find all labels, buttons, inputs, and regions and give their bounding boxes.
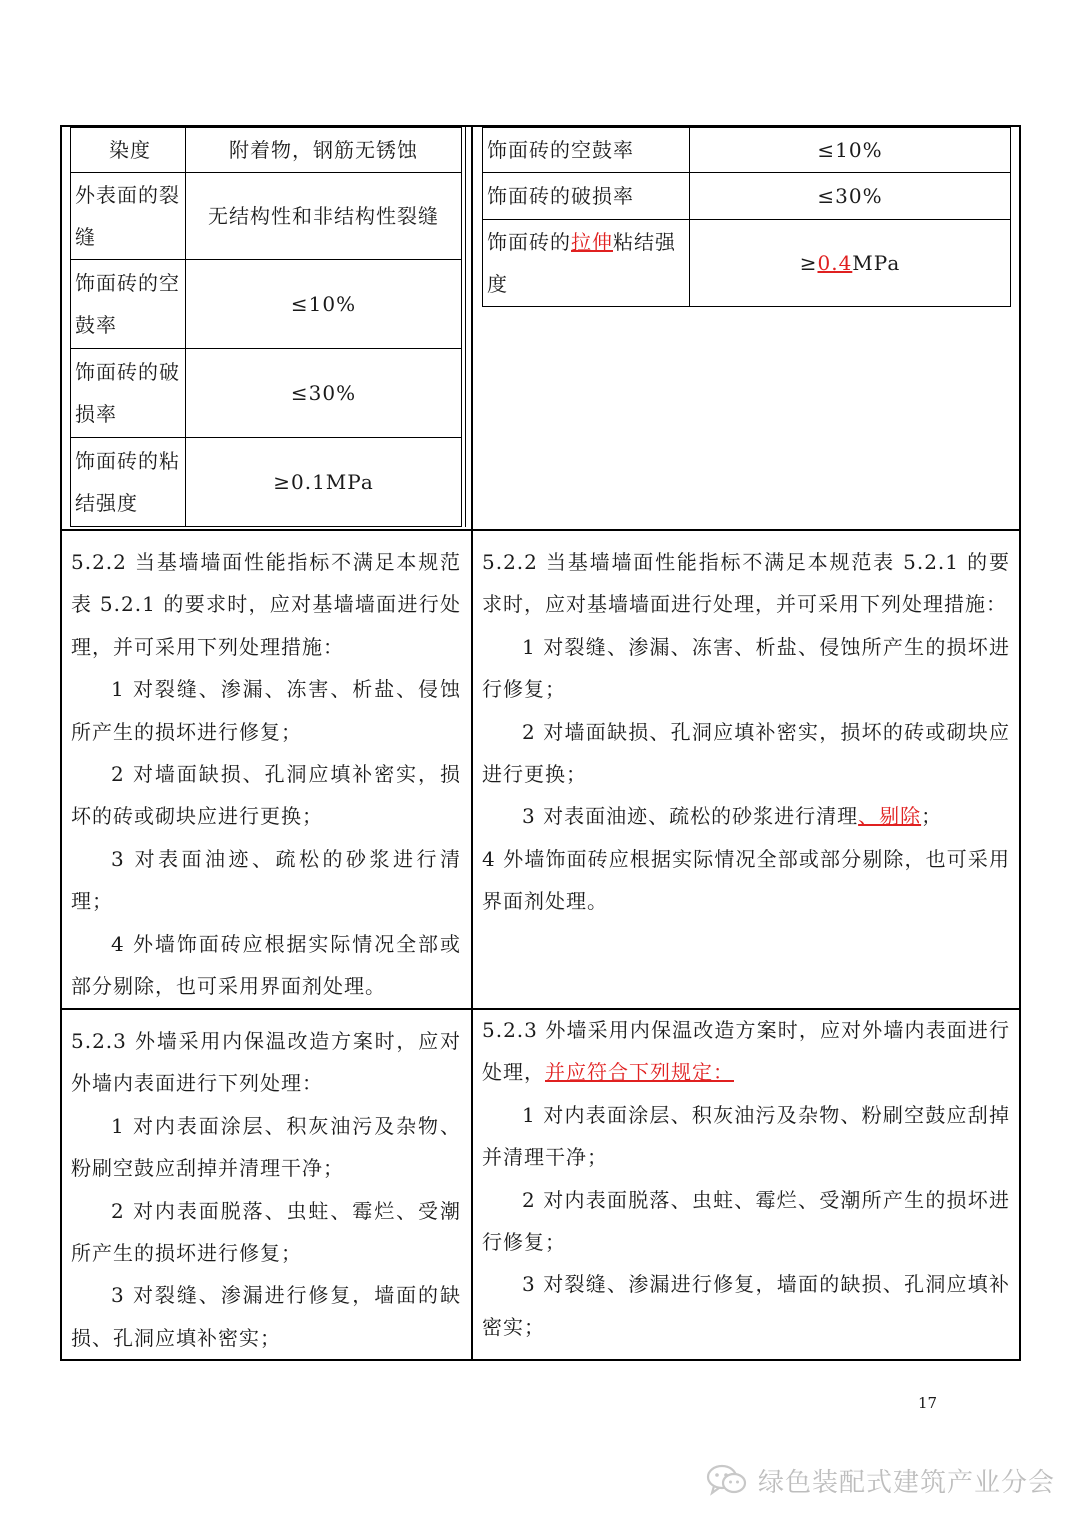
criteria-value: ≤10% — [690, 128, 1011, 173]
item-text: ； — [921, 804, 943, 829]
clause-item: 2 对墙面缺损、孔洞应填补密实，损坏的砖或砌块应进行更换； — [482, 719, 1010, 787]
clause-item: 1 对内表面涂层、积灰油污及杂物、粉刷空鼓应刮掉并清理干净； — [482, 1102, 1010, 1170]
clause-item: 2 对墙面缺损、孔洞应填补密实，损坏的砖或砌块应进行更换； — [71, 762, 461, 829]
intro-text: 5.2.3 外墙采用内保温改造方案时，应对外墙内表面进行处理， — [482, 1018, 1010, 1085]
clause-item: 1 对内表面涂层、积灰油污及杂物、粉刷空鼓应刮掉并清理干净； — [71, 1113, 461, 1181]
right-criteria-table — [482, 127, 1011, 307]
criteria-value: 附着物，钢筋无锈蚀 — [186, 128, 462, 173]
watermark-text: 绿色装配式建筑产业分会 — [758, 1467, 1056, 1498]
label-text: 粘结强度 — [487, 230, 676, 296]
page-number: 17 — [918, 1394, 938, 1412]
clause-523-original — [71, 1020, 461, 1359]
table-row — [483, 220, 1011, 307]
wechat-icon — [706, 1463, 748, 1497]
table-row — [71, 173, 462, 260]
clause-item: 1 对裂缝、渗漏、冻害、析盐、侵蚀所产生的损坏进行修复； — [71, 677, 461, 744]
revision-mark: 、剔除 — [858, 804, 922, 829]
clause-item: 3 对裂缝、渗漏进行修复，墙面的缺损、孔洞应填补密实； — [71, 1283, 461, 1350]
clause-523-revised — [482, 1009, 1010, 1348]
clause-item — [482, 795, 1010, 837]
table-row — [71, 260, 462, 349]
column-divider — [471, 125, 473, 1361]
item-text: 3 对表面油迹、疏松的砂浆进行清理 — [522, 804, 859, 829]
clause-intro — [482, 1009, 1010, 1094]
value-text: ≥ — [799, 251, 818, 275]
revision-mark: 拉伸 — [571, 230, 613, 254]
clause-intro: 5.2.2 当基墙墙面性能指标不满足本规范表 5.2.1 的要求时，应对基墙墙面进行处理，并可采用下列处理措施： — [71, 550, 461, 659]
clause-item: 2 对内表面脱落、虫蛀、霉烂、受潮所产生的损坏进行修复； — [71, 1198, 461, 1266]
clause-intro: 5.2.3 外墙采用内保温改造方案时，应对外墙内表面进行下列处理： — [71, 1029, 461, 1096]
criteria-label: 饰面砖的破损率 — [71, 349, 186, 438]
criteria-value: ≥0.1MPa — [186, 438, 462, 527]
table-row — [483, 128, 1011, 173]
clause-intro: 5.2.2 当基墙墙面性能指标不满足本规范表 5.2.1 的要求时，应对基墙墙面进行处理，并可采用下列处理措施： — [482, 550, 1010, 617]
criteria-label: 染度 — [71, 128, 186, 173]
table-row — [71, 349, 462, 438]
table-row — [483, 173, 1011, 220]
criteria-value: ≤30% — [690, 173, 1011, 220]
watermark — [706, 1462, 1055, 1498]
table-row — [71, 128, 462, 173]
criteria-label: 饰面砖的空鼓率 — [483, 128, 690, 173]
criteria-label — [483, 220, 690, 307]
row-divider — [60, 529, 1021, 531]
clause-item: 4 外墙饰面砖应根据实际情况全部或部分剔除，也可采用界面剂处理。 — [482, 846, 1010, 914]
criteria-value: ≤10% — [186, 260, 462, 349]
criteria-value — [690, 220, 1011, 307]
left-criteria-table — [70, 127, 462, 527]
revision-mark: 0.4 — [817, 251, 853, 275]
revision-mark: 并应符合下列规定： — [545, 1060, 734, 1085]
value-text: MPa — [852, 251, 901, 275]
clause-item: 2 对内表面脱落、虫蛀、霉烂、受潮所产生的损坏进行修复； — [482, 1187, 1010, 1255]
clause-522-revised — [482, 541, 1010, 923]
clause-item: 1 对裂缝、渗漏、冻害、析盐、侵蚀所产生的损坏进行修复； — [482, 634, 1010, 702]
double-border-line — [465, 127, 466, 527]
criteria-label: 饰面砖的粘结强度 — [71, 438, 186, 527]
criteria-value: ≤30% — [186, 349, 462, 438]
criteria-value: 无结构性和非结构性裂缝 — [186, 173, 462, 260]
criteria-label: 外表面的裂缝 — [71, 173, 186, 260]
clause-item: 3 对表面油迹、疏松的砂浆进行清理； — [71, 846, 461, 914]
criteria-label: 饰面砖的破损率 — [483, 173, 690, 220]
clause-item: 4 外墙饰面砖应根据实际情况全部或部分剔除，也可采用界面剂处理。 — [71, 931, 461, 999]
clause-item: 3 对裂缝、渗漏进行修复，墙面的缺损、孔洞应填补密实； — [482, 1272, 1010, 1339]
label-text: 饰面砖的 — [487, 230, 571, 254]
criteria-label: 饰面砖的空鼓率 — [71, 260, 186, 349]
table-row — [71, 438, 462, 527]
clause-522-original — [71, 541, 461, 1007]
